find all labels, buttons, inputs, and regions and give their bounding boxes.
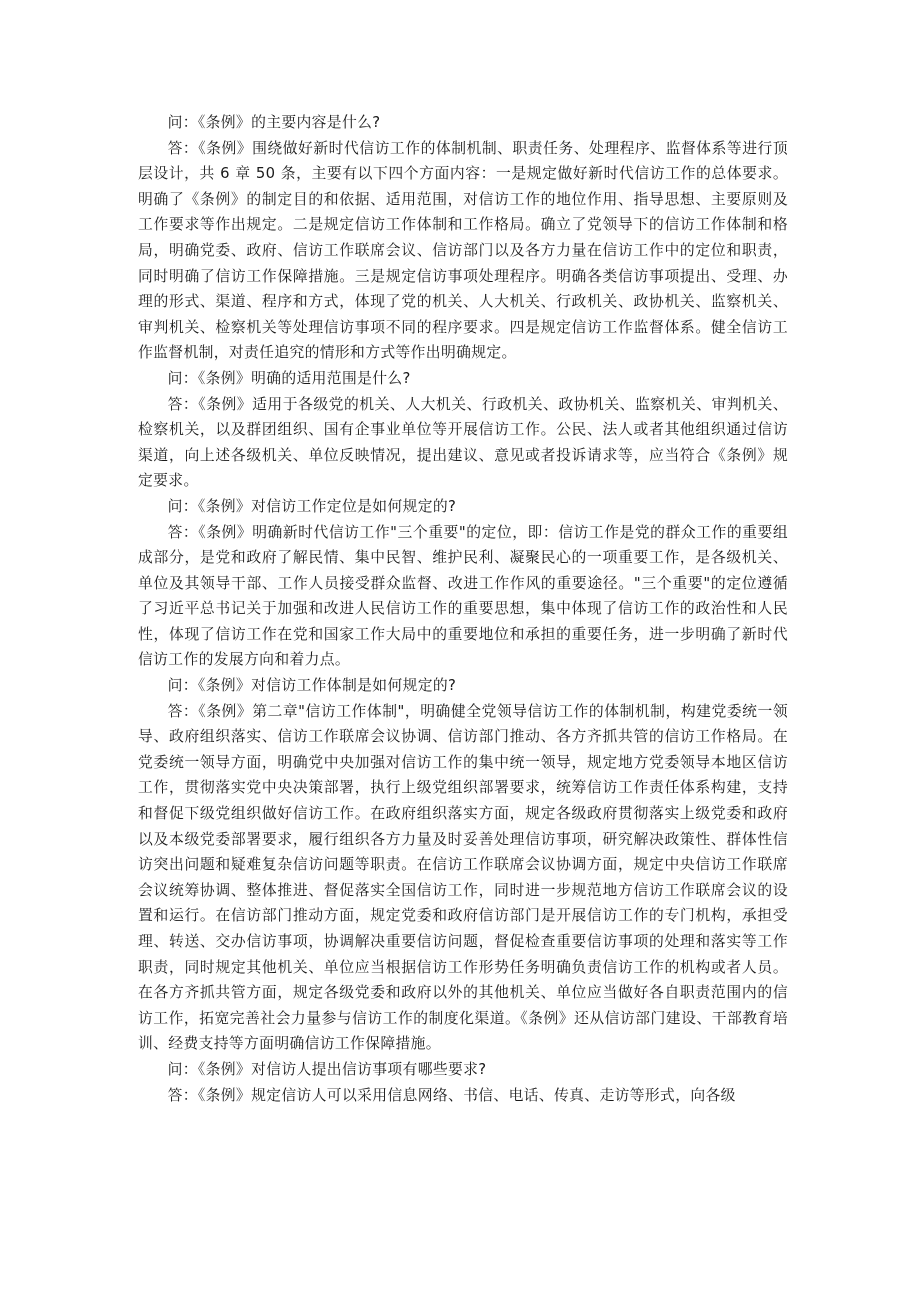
- question-paragraph: 问：《条例》对信访工作体制是如何规定的?: [167, 677, 457, 695]
- answer-paragraph: 答：《条例》第二章"信访工作体制"，明确健全党领导信访工作的体制机制，构建党委统一领导、政府组织落实、信访工作联席会议协调、信访部门推动、各方齐抓共管的信访工作格局。在党委统一领导方面，明确党中央加强对信访工作的集中统一领导，规定地方党委领导本地区信访工作，贯彻落实党中央决策部署，执行上级党组织部署要求，统筹信访工作责任体系构建，支持和督促下级党组织做好信访工作。在政府组织落实方面，规定各级政府贯彻落实上级党委和政府以及本级党委部署要求，履行组织各方力量及时妥善处理信访事项，研究解决政策性、群体性信访突出问题和疑难复杂信访问题等职责。在信访工作联席会议协调方面，规定中央信访工作联席会议统筹协调、整体推进、督促落实全国信访工作，同时进一步规范地方信访工作联席会议的设置和运行。在信访部门推动方面，规定党委和政府信访部门是开展信访工作的专门机构，承担受理、转送、交办信访事项，协调解决重要信访问题，督促检查重要信访事项的处理和落实等工作职责，同时规定其他机关、单位应当根据信访工作形势任务明确负责信访工作的机构或者人员。在各方齐抓共管方面，规定各级党委和政府以外的其他机关、单位应当做好各自职责范围内的信访工作，拓宽完善社会力量参与信访工作的制度化渠道。《条例》还从信访部门建设、干部教育培训、经费支持等方面明确信访工作保障措施。: [138, 702, 788, 1053]
- document-body: [138, 110, 788, 1108]
- answer-paragraph: 答：《条例》明确新时代信访工作"三个重要"的定位，即：信访工作是党的群众工作的重要组成部分，是党和政府了解民情、集中民智、维护民利、凝聚民心的一项重要工作，是各级机关、单位及其领导干部、工作人员接受群众监督、改进工作作风的重要途径。"三个重要"的定位遵循了习近平总书记关于加强和改进人民信访工作的重要思想，集中体现了信访工作的政治性和人民性，体现了信访工作在党和国家工作大局中的重要地位和承担的重要任务，进一步明确了新时代信访工作的发展方向和着力点。: [138, 523, 788, 669]
- answer-paragraph: 答：《条例》适用于各级党的机关、人大机关、行政机关、政协机关、监察机关、审判机关、检察机关，以及群团组织、国有企事业单位等开展信访工作。公民、法人或者其他组织通过信访渠道，向上述各级机关、单位反映情况，提出建议、意见或者投诉请求等，应当符合《条例》规定要求。: [138, 395, 788, 490]
- question-paragraph: 问：《条例》对信访工作定位是如何规定的?: [167, 497, 457, 515]
- question-paragraph: 问：《条例》对信访人提出信访事项有哪些要求?: [167, 1060, 487, 1078]
- answer-paragraph: 答：《条例》围绕做好新时代信访工作的体制机制、职责任务、处理程序、监督体系等进行顶层设计，共 6 章 50 条，主要有以下四个方面内容：一是规定做好新时代信访工作的总体要求。明确了《条例》的制定目的和依据、适用范围，对信访工作的地位作用、指导思想、主要原则及工作要求等作出规定。二是规定信访工作体制和工作格局。确立了党领导下的信访工作体制和格局，明确党委、政府、信访工作联席会议、信访部门以及各方力量在信访工作中的定位和职责，同时明确了信访工作保障措施。三是规定信访事项处理程序。明确各类信访事项提出、受理、办理的形式、渠道、程序和方式，体现了党的机关、人大机关、行政机关、政协机关、监察机关、审判机关、检察机关等处理信访事项不同的程序要求。四是规定信访工作监督体系。健全信访工作监督机制，对责任追究的情形和方式等作出明确规定。: [138, 139, 788, 362]
- answer-paragraph: 答：《条例》规定信访人可以采用信息网络、书信、电话、传真、走访等形式，向各级: [167, 1086, 736, 1104]
- question-paragraph: 问：《条例》的主要内容是什么?: [167, 114, 381, 131]
- question-paragraph: 问：《条例》明确的适用范围是什么?: [167, 369, 411, 387]
